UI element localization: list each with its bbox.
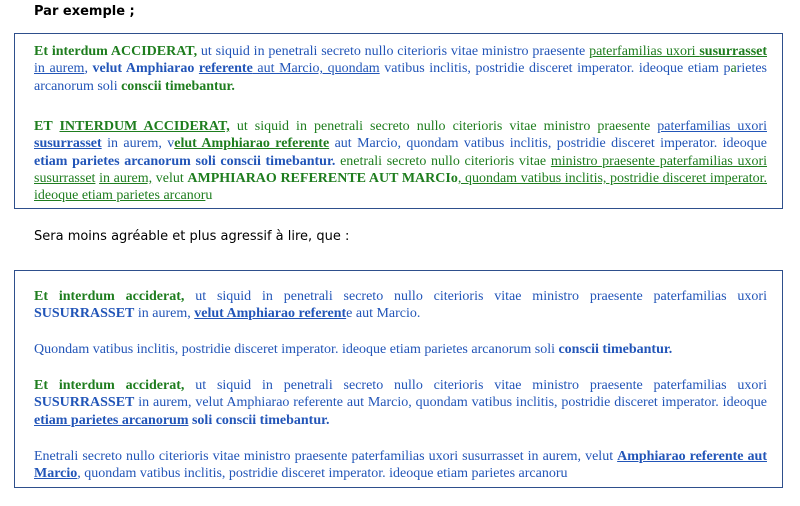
example2-paragraph-4 xyxy=(34,448,767,483)
text-span: in aurem, xyxy=(134,306,195,322)
text-span: Et interdum ACCIDERAT, xyxy=(34,44,198,59)
text-span: SUSURRASSET xyxy=(34,395,135,411)
text-span: Et interdum acciderat, xyxy=(34,378,185,393)
example2-paragraph-1 xyxy=(34,288,767,323)
example2-paragraph-3 xyxy=(34,377,767,429)
example-box-styled xyxy=(14,33,783,209)
subheading-comparison: Sera moins agréable et plus agressif à lire, que : xyxy=(34,229,350,244)
example-box-plain xyxy=(14,270,783,488)
text-span: etiam parietes arcanorum soli conscii timebantur. xyxy=(34,153,336,169)
text-span: e aut Marcio. xyxy=(346,306,421,322)
text-span: susurrasset xyxy=(699,44,768,59)
text-span: ut siquid in penetrali secreto nullo citerioris vitae ministro praesente paterfamilias uxori xyxy=(184,378,767,393)
text-span: ut siquid in penetrali secreto nullo citerioris vitae ministro praesente xyxy=(229,119,658,134)
text-span: vatibus inclitis, postridie disceret imperator. ideoque etiam p xyxy=(379,61,731,77)
text-span: aut Marcio, quondam vatibus inclitis, postridie disceret imperator. ideoque xyxy=(329,136,767,152)
text-span: ET xyxy=(34,119,60,134)
text-span: Quondam vatibus inclitis, postridie disceret imperator. ideoque etiam parietes arcanorum soli xyxy=(34,342,559,357)
text-span: velut Amphiarao referent xyxy=(194,306,347,322)
text-span: elut Amphiarao referente xyxy=(174,136,330,152)
text-span: enetrali secreto nullo citerioris vitae xyxy=(335,153,551,169)
text-span: a xyxy=(730,61,737,77)
text-span: Amphiarao referente aut Marcio xyxy=(34,449,767,482)
text-span: conscii timebantur. xyxy=(121,78,235,94)
text-span: , quondam vatibus inclitis, postridie disceret imperator. ideoque etiam parietes arcanoru xyxy=(77,466,568,482)
text-span: rietes arcanorum soli xyxy=(34,61,767,94)
text-span: soli conscii timebantur. xyxy=(191,412,330,428)
text-span: paterfamilias uxori xyxy=(589,44,700,59)
text-span: Enetrali secreto nullo citerioris vitae ministro praesente paterfamilias uxori susurrasset in aurem, velut xyxy=(34,449,618,464)
text-span: in aurem, xyxy=(99,170,153,186)
text-span: ut siquid in penetrali secreto nullo citerioris vitae ministro praesente xyxy=(197,44,590,59)
text-span: aut Marcio, quondam xyxy=(252,61,380,77)
text-span: ut siquid in penetrali secreto nullo citerioris vitae ministro praesente paterfamilias uxori xyxy=(184,289,767,304)
text-span: conscii timebantur. xyxy=(558,342,673,357)
text-span: , xyxy=(84,61,93,77)
text-span: in aurem, velut Amphiarao referente aut Marcio, quondam vatibus inclitis, postridie disceret imperator. ideoque xyxy=(134,395,767,411)
text-span: etiam parietes arcanorum xyxy=(34,412,189,428)
text-span: susurrasset xyxy=(34,136,102,152)
heading-par-exemple: Par exemple ; xyxy=(34,4,135,19)
example1-paragraph-1 xyxy=(34,43,767,95)
text-span: in aurem xyxy=(34,61,85,77)
text-span: INTERDUM ACCIDERAT, xyxy=(59,119,230,134)
text-span: in aurem, v xyxy=(101,136,175,152)
text-span: , quondam vatibus inclitis, postridie disceret imperator. ideoque etiam parietes arcanor xyxy=(34,170,767,204)
text-span: u xyxy=(205,188,213,204)
text-span: paterfamilias uxori xyxy=(657,119,767,134)
text-span: velut xyxy=(152,170,188,186)
text-span: referente xyxy=(198,61,253,77)
text-span: ministro praesente paterfamilias uxori susurrasset xyxy=(34,153,768,186)
text-span: SUSURRASSET xyxy=(34,306,135,322)
text-span: AMPHIARAO REFERENTE AUT MARCIo xyxy=(187,170,458,186)
text-span: Et interdum acciderat, xyxy=(34,289,185,304)
example2-paragraph-2 xyxy=(34,341,767,358)
example1-paragraph-2 xyxy=(34,118,767,204)
text-span: velut Amphiarao xyxy=(92,61,199,77)
